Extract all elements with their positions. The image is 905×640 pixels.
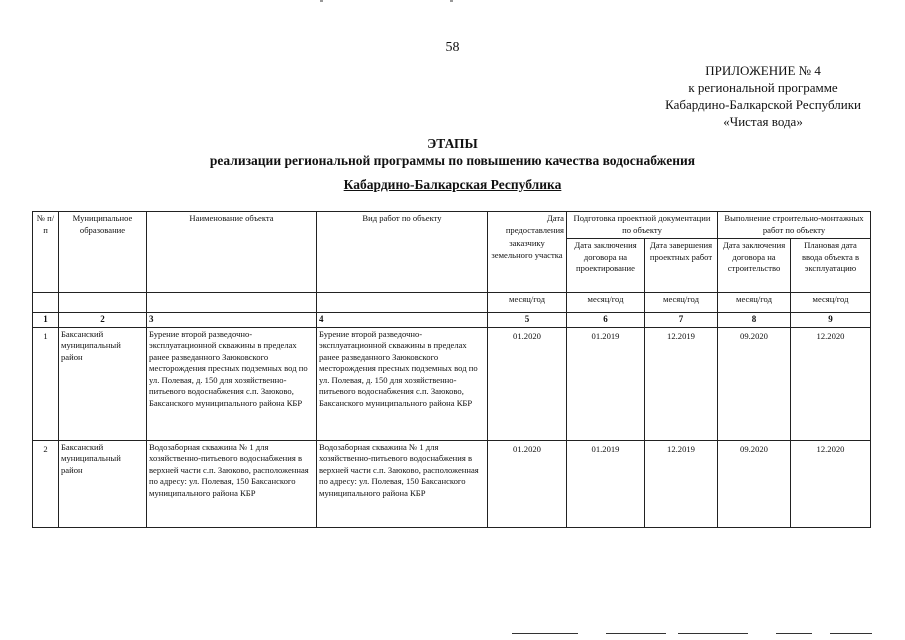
row-design-end: 12.2019 xyxy=(645,327,718,440)
table-header-row xyxy=(33,212,871,239)
unit-cell xyxy=(147,293,317,313)
doc-title: ЭТАПЫ xyxy=(427,136,478,151)
row-commission-date: 12.2020 xyxy=(791,440,871,527)
appendix-line: к региональной программе xyxy=(688,80,838,95)
unit-cell: месяц/год xyxy=(791,293,871,313)
header-object-name: Наименование объекта xyxy=(147,212,317,293)
doc-region: Кабардино-Балкарская Республика xyxy=(343,177,562,192)
unit-cell xyxy=(317,293,488,313)
row-object-name: Водозаборная скважина № 1 для хозяйственно-питьевого водоснабжения в верхней части с.п. Заюково, расположенная по адресу: ул. Полевая, 150 Баксанского муниципального района КБР xyxy=(147,440,317,527)
unit-cell xyxy=(33,293,59,313)
scan-artifact-marks xyxy=(300,0,470,3)
stages-table xyxy=(32,211,871,528)
row-municipality: Баксанский муниципальный район xyxy=(59,327,147,440)
unit-cell: месяц/год xyxy=(718,293,791,313)
doc-subtitle: реализации региональной программы по повышению качества водоснабжения xyxy=(209,153,696,168)
row-municipality: Баксанский муниципальный район xyxy=(59,440,147,527)
header-land-date-line1: Дата предоставления xyxy=(505,213,564,235)
header-construction-contract: Дата заключения договора на строительство xyxy=(718,239,791,293)
footer-rule xyxy=(606,633,666,634)
row-commission-date: 12.2020 xyxy=(791,327,871,440)
column-number: 8 xyxy=(718,313,791,328)
row-construction-contract: 09.2020 xyxy=(718,327,791,440)
column-number-row xyxy=(33,313,871,328)
column-number: 9 xyxy=(791,313,871,328)
unit-cell xyxy=(59,293,147,313)
table-row xyxy=(33,327,871,440)
table-row xyxy=(33,440,871,527)
page-number: 58 xyxy=(445,40,460,55)
appendix-line: «Чистая вода» xyxy=(723,114,803,129)
header-land-date xyxy=(488,212,567,293)
unit-cell: месяц/год xyxy=(567,293,645,313)
header-num: № п/п xyxy=(33,212,59,293)
row-land-date: 01.2020 xyxy=(488,327,567,440)
row-design-end: 12.2019 xyxy=(645,440,718,527)
row-design-contract: 01.2019 xyxy=(567,327,645,440)
column-number: 5 xyxy=(488,313,567,328)
header-land-date-line2: заказчику земельного участка xyxy=(491,238,563,260)
header-municipality: Муниципальное образование xyxy=(59,212,147,293)
column-number: 6 xyxy=(567,313,645,328)
row-object-name: Бурение второй разведочно-эксплуатационной скважины в пределах ранее разведанного Заюковского месторождения пресных подземных вод по ул. Полевая, д. 150 для хозяйственно-питьевого водоснабжения с.п. Заюково, Баксанского муниципального района КБР xyxy=(147,327,317,440)
column-number: 3 xyxy=(147,313,317,328)
column-number: 2 xyxy=(59,313,147,328)
row-construction-contract: 09.2020 xyxy=(718,440,791,527)
row-num: 2 xyxy=(33,440,59,527)
row-work-type: Бурение второй разведочно-эксплуатационной скважины в пределах ранее разведанного Заюковского месторождения пресных подземных вод по ул. Полевая, д. 150 для хозяйственно-питьевого водоснабжения с.п. Заюково, Баксанского муниципального района КБР xyxy=(317,327,488,440)
header-design-end: Дата завершения проектных работ xyxy=(645,239,718,293)
unit-cell: месяц/год xyxy=(488,293,567,313)
appendix-block xyxy=(665,62,861,130)
header-commission-date: Плановая дата ввода объекта в эксплуатацию xyxy=(791,239,871,293)
row-num: 1 xyxy=(33,327,59,440)
header-design-group: Подготовка проектной документации по объекту xyxy=(567,212,718,239)
appendix-line: Кабардино-Балкарской Республики xyxy=(665,97,861,112)
row-work-type: Водозаборная скважина № 1 для хозяйственно-питьевого водоснабжения в верхней части с.п. Заюково, расположенная по адресу: ул. Полевая, 150 Баксанского муниципального района КБР xyxy=(317,440,488,527)
unit-cell: месяц/год xyxy=(645,293,718,313)
header-work-type: Вид работ по объекту xyxy=(317,212,488,293)
footer-rule xyxy=(830,633,872,634)
table-units-row xyxy=(33,293,871,313)
row-design-contract: 01.2019 xyxy=(567,440,645,527)
row-land-date: 01.2020 xyxy=(488,440,567,527)
footer-rule xyxy=(776,633,812,634)
footer-rule xyxy=(678,633,748,634)
footer-rule xyxy=(512,633,578,634)
header-construction-group: Выполнение строительно-монтажных работ по объекту xyxy=(718,212,871,239)
appendix-title: ПРИЛОЖЕНИЕ № 4 xyxy=(705,63,821,78)
column-number: 1 xyxy=(33,313,59,328)
header-design-contract: Дата заключения договора на проектирование xyxy=(567,239,645,293)
column-number: 4 xyxy=(317,313,488,328)
column-number: 7 xyxy=(645,313,718,328)
